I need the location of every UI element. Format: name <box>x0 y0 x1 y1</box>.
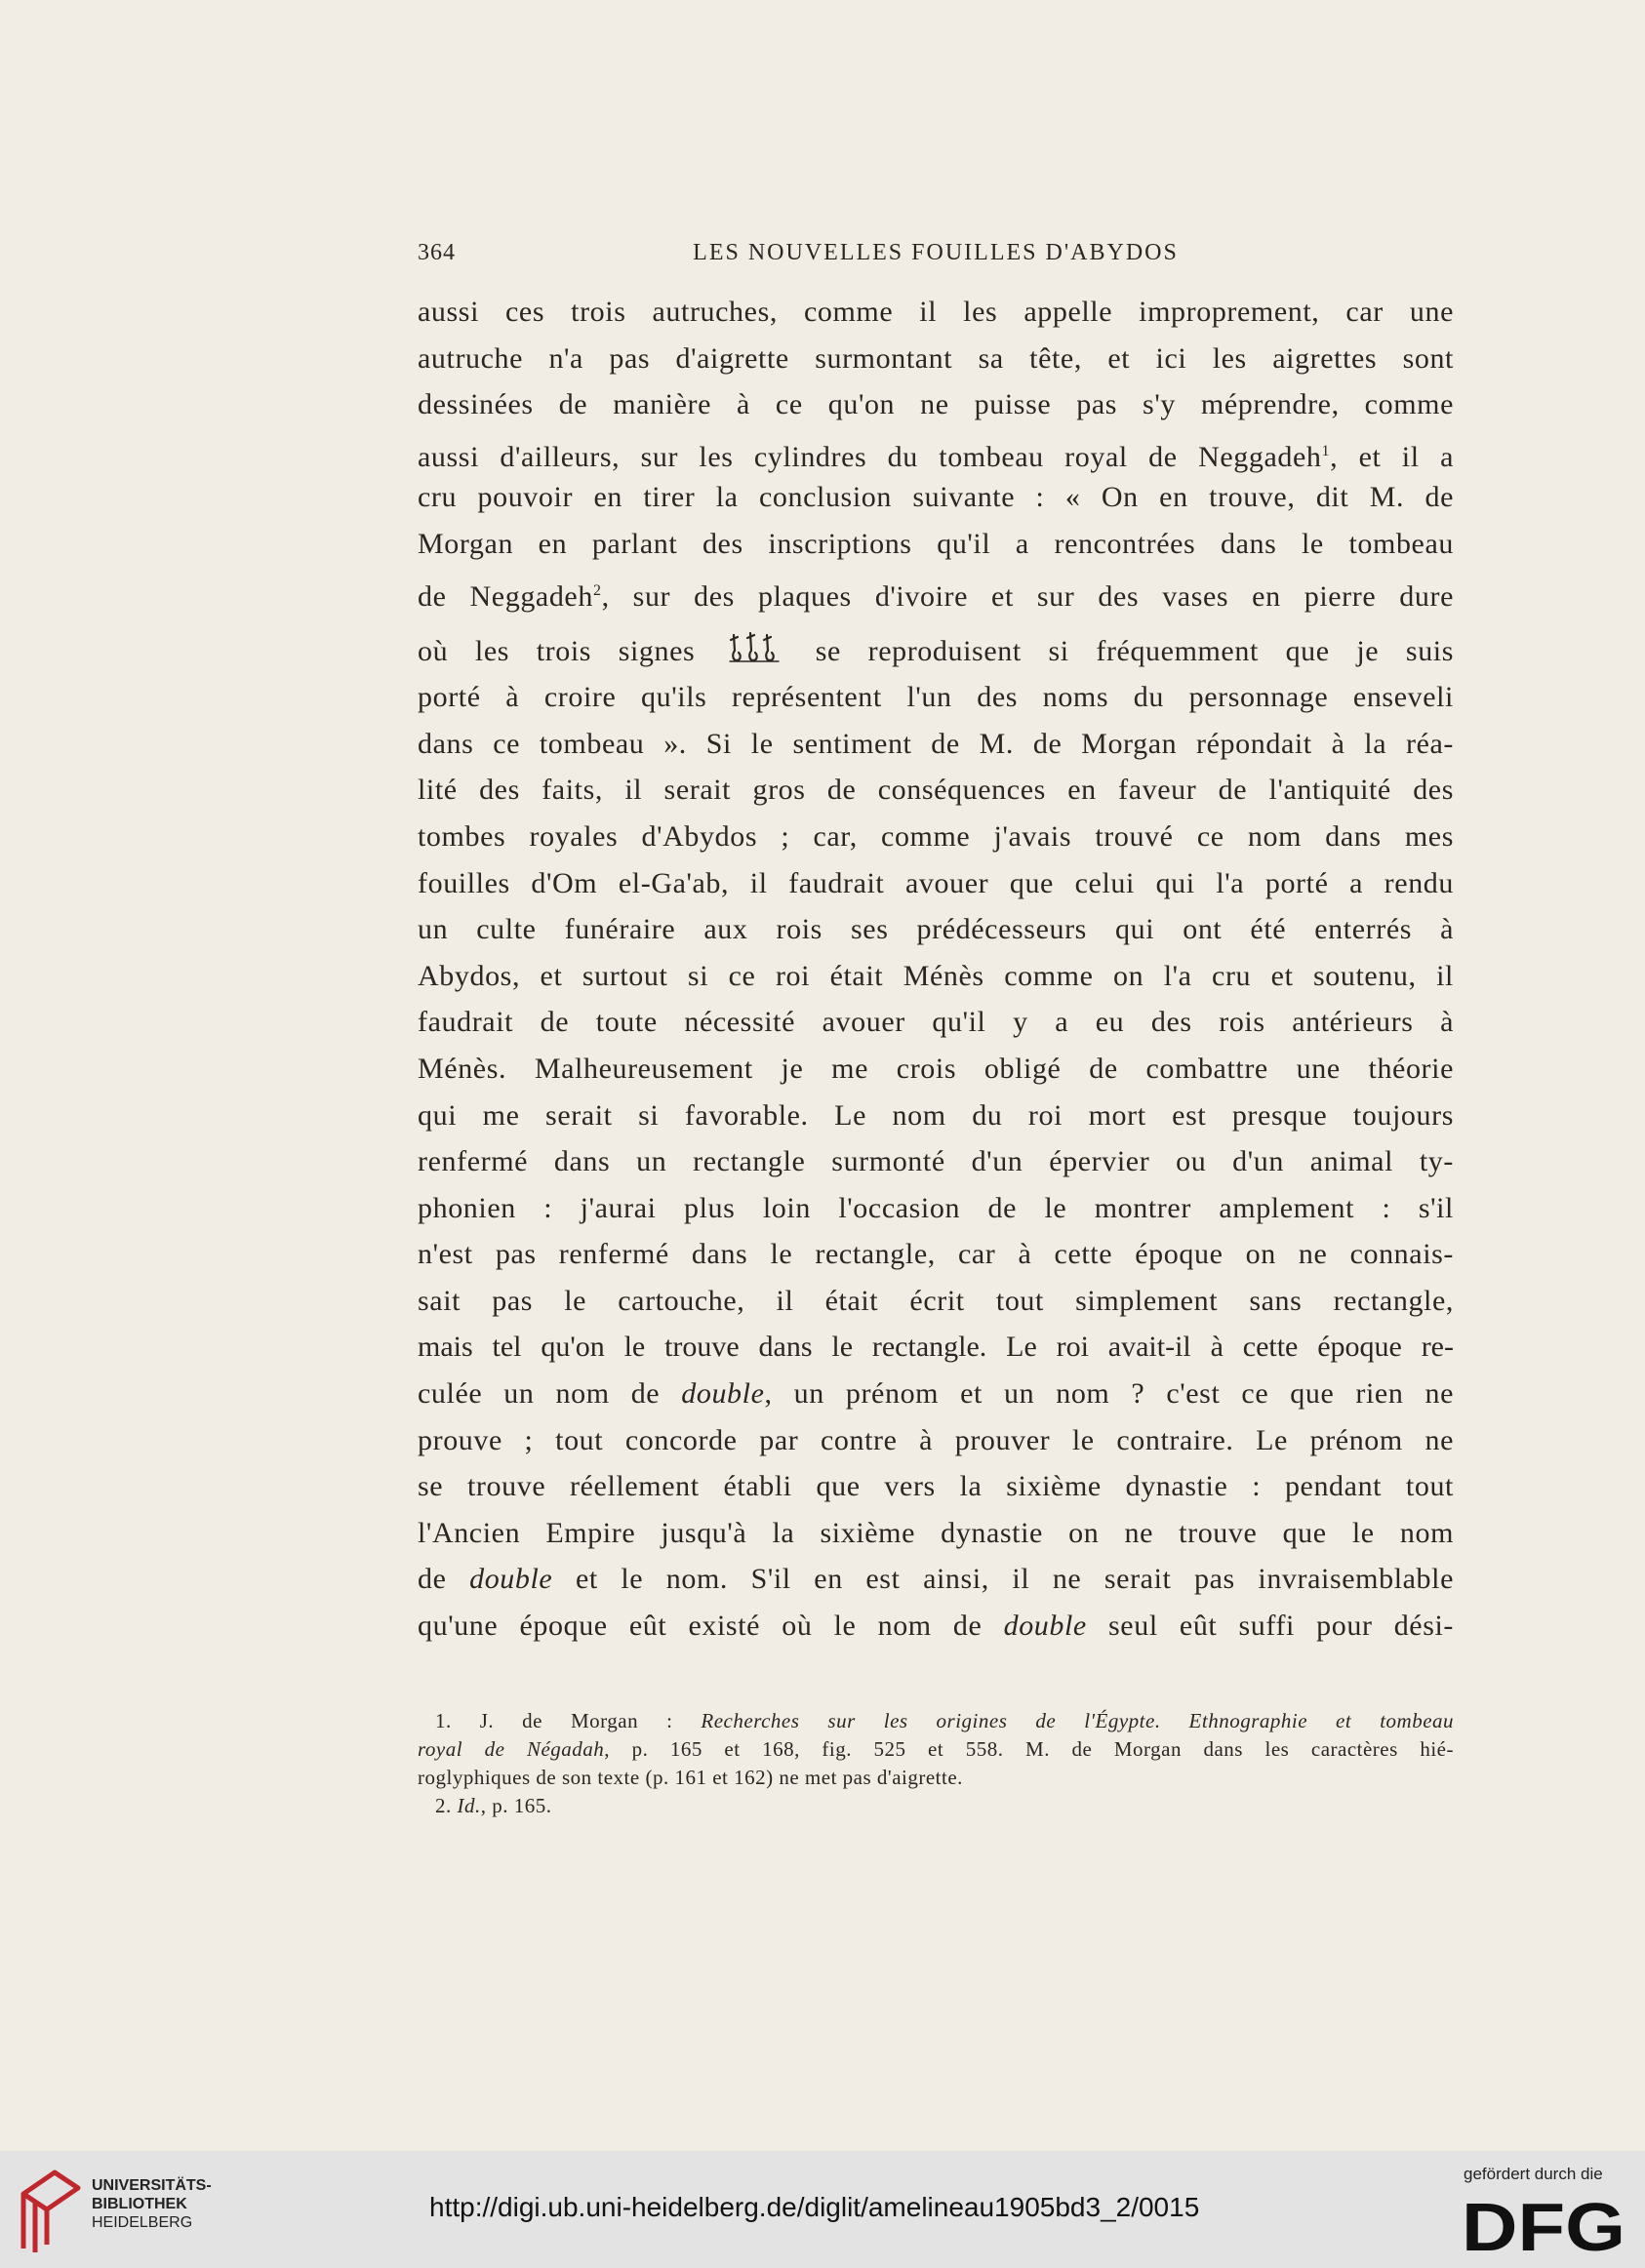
dfg-logo-icon[interactable] <box>1462 2190 1627 2260</box>
text-line: l'Ancien Empire jusqu'à la sixième dynastie on ne trouve que le nom <box>418 1516 1454 1549</box>
funded-by-label: gefördert durch die <box>1464 2165 1603 2183</box>
text-line: faudrait de toute nécessité avouer qu'il y a eu des rois antérieurs à <box>418 1006 1454 1039</box>
italic-term: double <box>681 1377 765 1411</box>
text-line: mais tel qu'on le trouve dans le rectangle. Le roi avait-il à cette époque re- <box>418 1331 1454 1364</box>
svg-text:DFG: DFG <box>1462 2190 1625 2260</box>
footnote-1-cont: royal de Négadah, p. 165 et 168, fig. 525 et 558. M. de Morgan dans les caractères hié- <box>418 1737 1454 1761</box>
text-line: aussi d'ailleurs, sur les cylindres du tombeau royal de Neggadeh$^1$, et il a <box>418 440 1454 473</box>
text-line: se trouve réellement établi que vers la sixième dynastie : pendant tout <box>418 1470 1454 1503</box>
text-line: Morgan en parlant des inscriptions qu'il a rencontrées dans le tombeau <box>418 527 1454 560</box>
digitization-footer <box>0 2151 1645 2268</box>
footnote-ref-2: 2 <box>592 581 602 599</box>
text-line: un culte funéraire aux rois ses prédécesseurs qui ont été enterrés à <box>418 913 1454 946</box>
text-line: prouve ; tout concorde par contre à prouver le contraire. Le prénom ne <box>418 1423 1454 1456</box>
footnotes <box>418 1707 1454 1820</box>
library-name: UNIVERSITÄTS- BIBLIOTHEK HEIDELBERG <box>92 2177 212 2231</box>
italic-term: double <box>1003 1610 1087 1643</box>
text-line: tombes royales d'Abydos ; car, comme j'avais trouvé ce nom dans mes <box>418 819 1454 853</box>
footnote-1: 1. J. de Morgan : Recherches sur les origines de l'Égypte. Ethnographie et tombeau <box>435 1709 1454 1732</box>
text-line-with-hieroglyphs: où les trois signes se reproduisent si fréquemment que je suis <box>418 614 1454 674</box>
text-line: de Neggadeh$^2$, sur des plaques d'ivoire et sur des vases en pierre dure <box>418 579 1454 613</box>
text-line: de double et le nom. S'il en est ainsi, il ne serait pas invraisemblable <box>418 1563 1454 1596</box>
university-library-logo-icon[interactable] <box>16 2163 86 2256</box>
text-line: Abydos, et surtout si ce roi était Ménès comme on l'a cru et soutenu, il <box>418 959 1454 992</box>
text-line: Ménès. Malheureusement je me crois obligé de combattre une théorie <box>418 1052 1454 1085</box>
text-line: dans ce tombeau ». Si le sentiment de M. de Morgan répondait à la réa- <box>418 727 1454 760</box>
permalink-url[interactable]: http://digi.ub.uni-heidelberg.de/diglit/amelineau1905bd3_2/0015 <box>429 2192 1200 2222</box>
text-line: phonien : j'aurai plus loin l'occasion de le montrer amplement : s'il <box>418 1191 1454 1224</box>
page-number: 364 <box>418 240 456 265</box>
text-line: porté à croire qu'ils représentent l'un des noms du personnage enseveli <box>418 681 1454 714</box>
text-line: renfermé dans un rectangle surmonté d'un épervier ou d'un animal ty- <box>418 1145 1454 1178</box>
text-line: cru pouvoir en tirer la conclusion suivante : « On en trouve, dit M. de <box>418 481 1454 514</box>
text-line: dessinées de manière à ce qu'on ne puisse pas s'y méprendre, comme <box>418 388 1454 421</box>
footnote-ref-1: 1 <box>1321 442 1331 459</box>
text-line: lité des faits, il serait gros de conséquences en faveur de l'antiquité des <box>418 774 1454 807</box>
italic-term: double <box>469 1563 553 1596</box>
text-line: sait pas le cartouche, il était écrit tout simplement sans rectangle, <box>418 1284 1454 1317</box>
footnote-1-end: roglyphiques de son texte (p. 161 et 162) ne met pas d'aigrette. <box>418 1766 963 1789</box>
body-text <box>418 289 1454 1650</box>
text-line: qu'une époque eût existé où le nom de double seul eût suffi pour dési- <box>418 1610 1454 1643</box>
footnote-2: 2. Id., p. 165. <box>435 1794 552 1817</box>
text-line: qui me serait si favorable. Le nom du roi mort est presque toujours <box>418 1098 1454 1132</box>
text-line: autruche n'a pas d'aigrette surmontant sa tête, et ici les aigrettes sont <box>418 341 1454 375</box>
running-header <box>418 240 1454 275</box>
text-line: n'est pas renfermé dans le rectangle, car à cette époque on ne connais- <box>418 1238 1454 1271</box>
text-line: fouilles d'Om el-Ga'ab, il faudrait avouer que celui qui l'a porté a rendu <box>418 866 1454 899</box>
hieroglyph-signs-icon <box>728 631 782 664</box>
text-line: aussi ces trois autruches, comme il les appelle improprement, car une <box>418 296 1454 328</box>
running-title: LES NOUVELLES FOUILLES D'ABYDOS <box>693 240 1179 265</box>
text-line: culée un nom de double, un prénom et un nom ? c'est ce que rien ne <box>418 1377 1454 1411</box>
